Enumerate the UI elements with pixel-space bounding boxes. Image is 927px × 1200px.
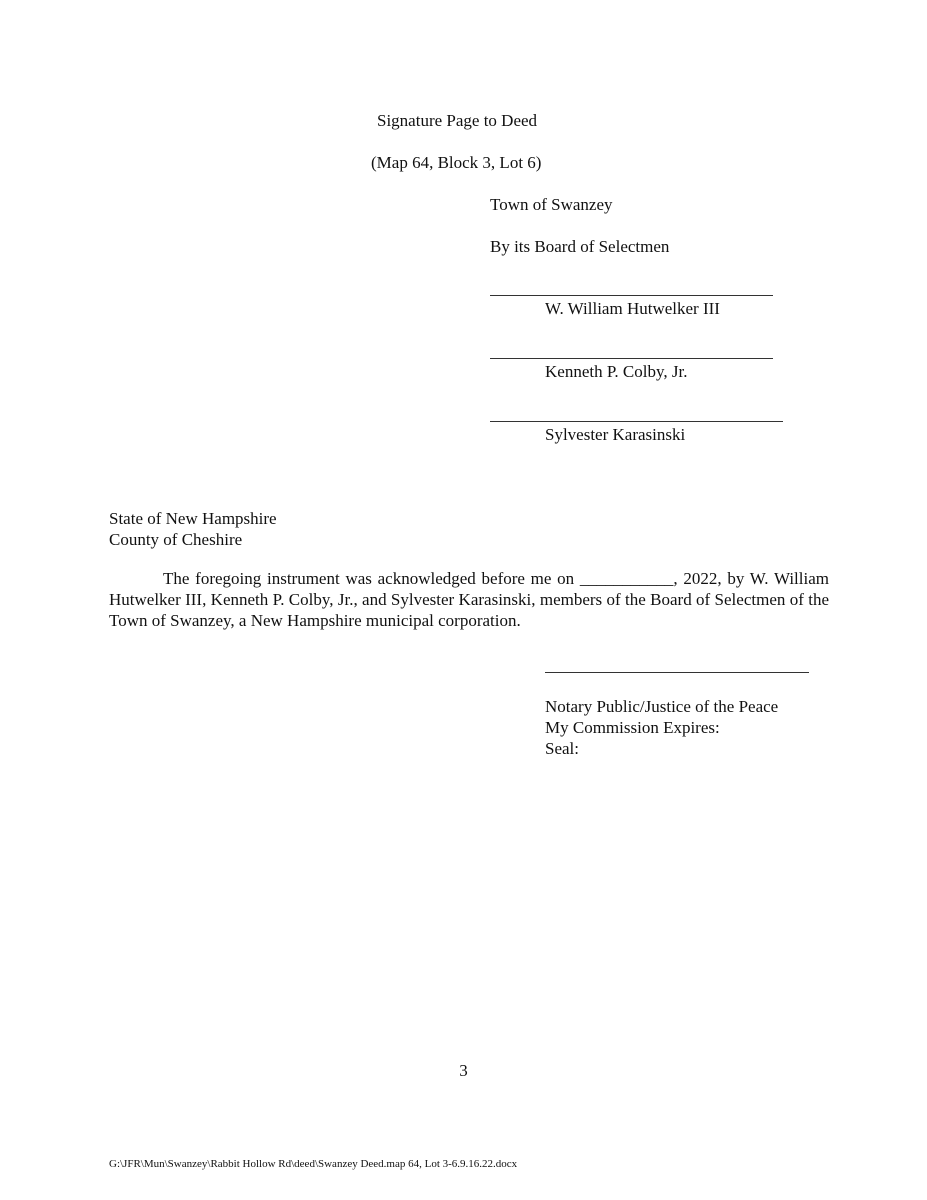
signatory-name-3: Sylvester Karasinski [545, 425, 686, 444]
notary-seal: Seal: [545, 739, 579, 758]
page-number: 3 [459, 1061, 468, 1080]
signature-line-3 [490, 421, 783, 422]
signature-line-1 [490, 295, 773, 296]
notary-signature-line [545, 672, 809, 673]
grantor-entity: Town of Swanzey [490, 195, 613, 214]
signatory-name-1: W. William Hutwelker III [545, 299, 720, 318]
signatory-name-2: Kenneth P. Colby, Jr. [545, 362, 688, 381]
file-path-footer: G:\JFR\Mun\Swanzey\Rabbit Hollow Rd\deed\Swanzey Deed.map 64, Lot 3-6.9.16.22.docx [109, 1158, 518, 1170]
acknowledgment-paragraph: The foregoing instrument was acknowledged before me on ___________, 2022, by W. William Hutwelker III, Kenneth P. Colby, Jr., and Sylvester Karasinski, members of the Board of Selectmen of the Town of Swanzey, a New Hampshire municipal corporation. [109, 569, 829, 630]
page-title: Signature Page to Deed [377, 111, 538, 130]
notary-title: Notary Public/Justice of the Peace [545, 697, 779, 716]
parcel-reference: (Map 64, Block 3, Lot 6) [371, 153, 542, 172]
notary-commission: My Commission Expires: [545, 718, 720, 737]
grantor-by-line: By its Board of Selectmen [490, 237, 670, 256]
venue-county: County of Cheshire [109, 530, 243, 549]
signature-line-2 [490, 358, 773, 359]
venue-state: State of New Hampshire [109, 509, 277, 528]
